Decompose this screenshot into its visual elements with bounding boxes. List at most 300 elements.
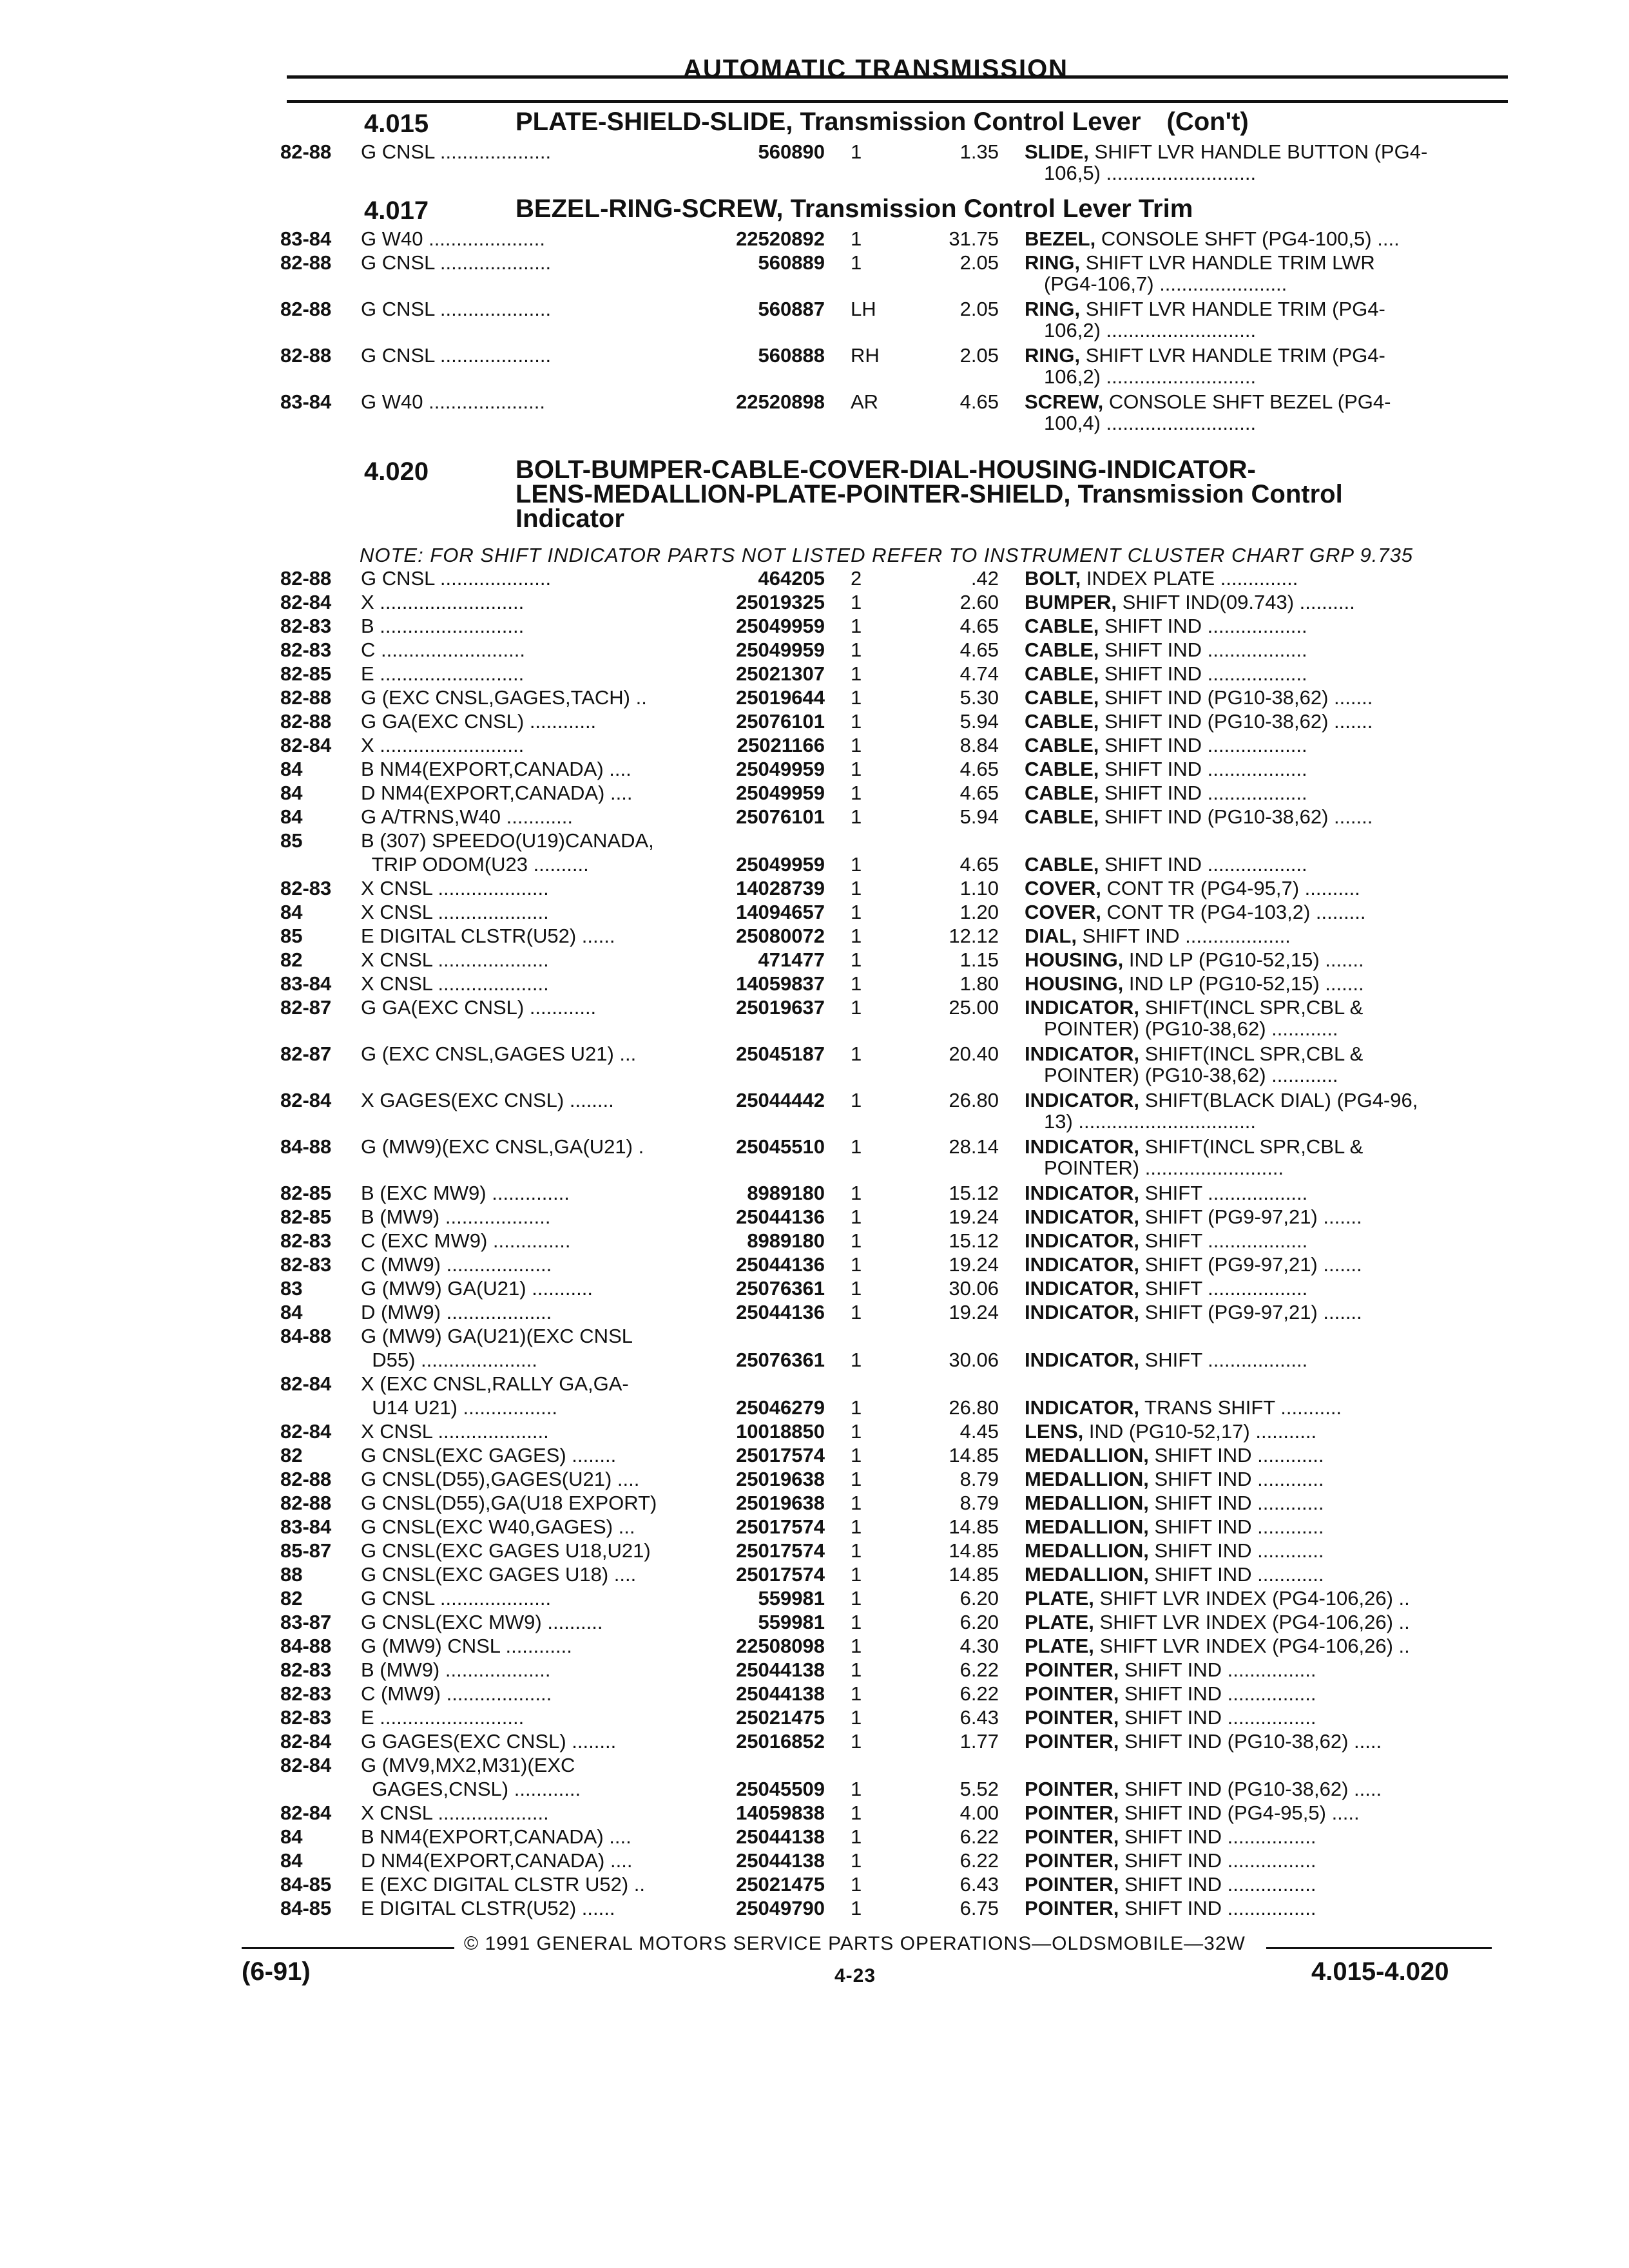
part-number: 25049959 [736,782,825,804]
model-years: 85 [280,829,303,852]
model-years: 82-88 [280,344,332,367]
part-row [0,1182,1629,1205]
price: 14.85 [949,1444,999,1466]
application: E DIGITAL CLSTR(U52) ...... [361,925,615,947]
application: G CNSL .................... [361,567,552,590]
model-years: 82-84 [280,1372,332,1395]
description-noun: COVER, [1025,877,1101,899]
description-noun: INDICATOR, [1025,1043,1139,1065]
description-noun: CABLE, [1025,639,1099,661]
description [1025,782,1495,805]
model-years: 84 [280,782,303,804]
application: X .......................... [361,734,525,756]
part-number: 25016852 [736,1730,825,1753]
part-number: 25049959 [736,853,825,876]
section-title-line1: BOLT-BUMPER-CABLE-COVER-DIAL-HOUSING-INDICATOR- [516,456,1256,484]
quantity: 2 [851,567,862,590]
part-number: 25080072 [736,925,825,947]
price: 30.06 [949,1349,999,1371]
description [1025,758,1495,781]
quantity: 1 [851,1089,862,1111]
description-text: SHIFT LVR INDEX (PG4-106,26) .. [1094,1611,1410,1633]
price: 1.77 [959,1730,999,1753]
application: X (EXC CNSL,RALLY GA,GA- [361,1372,629,1395]
quantity: 1 [851,1444,862,1466]
footer-range: 4.015-4.020 [1311,1957,1449,1986]
part-row [0,686,1629,709]
part-number: 25019325 [736,591,825,613]
quantity: 1 [851,1043,862,1065]
part-row [0,1825,1629,1849]
part-number: 22520892 [736,227,825,250]
price: 14.85 [949,1563,999,1586]
description-noun: POINTER, [1025,1802,1119,1824]
price: 2.05 [959,344,999,367]
quantity: 1 [851,901,862,923]
model-years: 82-85 [280,662,332,685]
application: B .......................... [361,615,525,637]
application: B NM4(EXPORT,CANADA) .... [361,758,631,780]
price: 4.65 [959,639,999,661]
section-title-line1: PLATE-SHIELD-SLIDE, Transmission Control Lever [516,108,1141,136]
section-title [516,197,1193,221]
description-text: SHIFT IND (PG10-38,62) ....... [1099,686,1373,709]
part-number: 25045187 [736,1043,825,1065]
model-years: 82-88 [280,686,332,709]
description [1025,567,1495,590]
model-years: 83-84 [280,972,332,995]
part-row [0,251,1629,295]
quantity: 1 [851,1539,862,1562]
part-row [0,925,1629,948]
description [1025,1444,1495,1467]
description-noun: CABLE, [1025,805,1099,828]
part-number: 25044136 [736,1301,825,1323]
description [1025,1253,1495,1276]
model-years: 82-84 [280,1802,332,1824]
description-text: SHIFT LVR INDEX (PG4-106,26) .. [1094,1635,1410,1657]
description [1025,901,1495,924]
description-cont: 106,2) ........................... [1044,365,1257,388]
description-text: SHIFT .................. [1139,1277,1308,1300]
quantity: 1 [851,1420,862,1443]
description-text: SHIFT IND ............ [1148,1539,1324,1562]
price: 26.80 [949,1089,999,1111]
description [1025,1182,1495,1205]
part-number: 25076101 [736,710,825,733]
quantity: 1 [851,805,862,828]
page-header: AUTOMATIC TRANSMISSION [683,55,1069,83]
price: 15.12 [949,1229,999,1252]
description-text: SHIFT IND ............ [1148,1444,1324,1466]
application-cont: TRIP ODOM(U23 .......... [361,853,589,876]
description-cont: 100,4) ........................... [1044,412,1257,434]
description-noun: RING, [1025,344,1081,367]
application: G CNSL .................... [361,298,552,320]
part-row [0,972,1629,995]
quantity: 1 [851,1301,862,1323]
application: G CNSL(EXC GAGES U18,U21) [361,1539,651,1562]
part-number: 25044136 [736,1206,825,1228]
application: C .......................... [361,639,525,661]
part-row [0,615,1629,638]
description [1025,1802,1495,1825]
quantity: 1 [851,1778,862,1800]
model-years: 82-87 [280,996,332,1019]
price: 4.65 [959,615,999,637]
application: C (EXC MW9) .............. [361,1229,571,1252]
quantity: 1 [851,1730,862,1753]
description-text: SHIFT IND ............ [1148,1515,1324,1538]
model-years: 82-84 [280,591,332,613]
description-noun: INDICATOR, [1025,1349,1139,1371]
description [1025,1682,1495,1706]
description [1025,591,1495,614]
description-text: SHIFT (PG9-97,21) ....... [1139,1206,1362,1228]
description-noun: CABLE, [1025,734,1099,756]
description-noun: POINTER, [1025,1658,1119,1681]
part-row [0,1135,1629,1179]
quantity: 1 [851,615,862,637]
description-text: SHIFT IND(09.743) .......... [1116,591,1355,613]
price: 8.79 [959,1492,999,1514]
part-number: 25019638 [736,1492,825,1514]
description-cont: 106,2) ........................... [1044,319,1257,341]
description [1025,662,1495,686]
model-years: 82-83 [280,1658,332,1681]
description-text: SHIFT IND .................. [1099,782,1307,804]
description [1025,877,1495,900]
price: 8.79 [959,1468,999,1490]
section-title-line2: LENS-MEDALLION-PLATE-POINTER-SHIELD, Transmission Control [516,480,1343,508]
quantity: 1 [851,1587,862,1610]
part-number: 25044136 [736,1253,825,1276]
description-text: SHIFT (PG9-97,21) ....... [1139,1301,1362,1323]
description [1025,1206,1495,1229]
description-text: SHIFT IND ................ [1119,1658,1316,1681]
part-row [0,1706,1629,1729]
description-text: SHIFT IND ................ [1119,1849,1316,1872]
part-row [0,710,1629,733]
model-years: 82-88 [280,251,332,274]
footer-date: (6-91) [242,1957,311,1986]
description-text: SHIFT .................. [1139,1182,1308,1204]
description [1025,1611,1495,1634]
part-number: 25044442 [736,1089,825,1111]
quantity: AR [851,390,879,413]
description-text: SHIFT .................. [1139,1349,1308,1371]
quantity: 1 [851,1253,862,1276]
description-noun: INDICATOR, [1025,996,1139,1019]
price: 4.00 [959,1802,999,1824]
model-years: 84 [280,1825,303,1848]
description [1025,1539,1495,1562]
description [1025,251,1495,274]
description-cont: POINTER) (PG10-38,62) ............ [1044,1064,1338,1086]
price: 8.84 [959,734,999,756]
description-text: SHIFT IND (PG10-38,62) ..... [1119,1778,1382,1800]
model-years: 83-87 [280,1611,332,1633]
description [1025,639,1495,662]
application: B (MW9) ................... [361,1658,551,1681]
part-number: 25021475 [736,1706,825,1729]
price: 6.43 [959,1706,999,1729]
model-years: 84-88 [280,1635,332,1657]
price: .42 [970,567,999,590]
part-row [0,298,1629,341]
description-noun: MEDALLION, [1025,1563,1149,1586]
section-title [516,110,1249,134]
description-noun: POINTER, [1025,1897,1119,1919]
quantity: 1 [851,972,862,995]
description-noun: CABLE, [1025,615,1099,637]
part-row [0,782,1629,805]
quantity: 1 [851,734,862,756]
price: 6.22 [959,1658,999,1681]
part-row [0,1444,1629,1467]
description-text: SHIFT IND ................ [1119,1873,1316,1896]
part-number: 560888 [758,344,825,367]
part-number: 25017574 [736,1539,825,1562]
part-row [0,1468,1629,1491]
description-noun: HOUSING, [1025,972,1124,995]
application: X CNSL .................... [361,972,549,995]
application: D (MW9) ................... [361,1301,552,1323]
price: 5.52 [959,1778,999,1800]
quantity: 1 [851,591,862,613]
part-number: 25017574 [736,1515,825,1538]
description-text: SHIFT .................. [1139,1229,1308,1252]
part-row [0,1802,1629,1825]
price: 25.00 [949,996,999,1019]
model-years: 82-88 [280,710,332,733]
price: 4.65 [959,853,999,876]
quantity: 1 [851,1825,862,1848]
description-noun: POINTER, [1025,1778,1119,1800]
description-noun: MEDALLION, [1025,1444,1149,1466]
description [1025,1349,1495,1372]
part-row [0,1206,1629,1229]
part-number: 559981 [758,1611,825,1633]
description-text: SHIFT IND (PG4-95,5) ..... [1119,1802,1360,1824]
model-years: 82-85 [280,1206,332,1228]
application-cont: U14 U21) ................. [361,1396,557,1419]
part-number: 25019637 [736,996,825,1019]
part-number: 25045509 [736,1778,825,1800]
model-years: 83-84 [280,227,332,250]
section-title-suffix: (Con't) [1166,108,1249,136]
application: G (MW9) GA(U21)(EXC CNSL [361,1325,633,1347]
price: 2.05 [959,298,999,320]
price: 30.06 [949,1277,999,1300]
quantity: 1 [851,662,862,685]
part-row [0,996,1629,1040]
description [1025,805,1495,829]
quantity: 1 [851,1468,862,1490]
quantity: 1 [851,948,862,971]
application: G (EXC CNSL,GAGES,TACH) .. [361,686,647,709]
part-row [0,1515,1629,1539]
application: E .......................... [361,662,525,685]
price: 5.30 [959,686,999,709]
price: 12.12 [949,925,999,947]
description-noun: CABLE, [1025,686,1099,709]
application: E .......................... [361,1706,525,1729]
part-row [0,758,1629,781]
application: G (MV9,MX2,M31)(EXC [361,1754,575,1776]
description [1025,344,1495,367]
description-noun: INDICATOR, [1025,1301,1139,1323]
description-noun: INDICATOR, [1025,1135,1139,1158]
application: G CNSL .................... [361,1587,552,1610]
description-noun: MEDALLION, [1025,1492,1149,1514]
description-text: CONSOLE SHFT (PG4-100,5) .... [1095,227,1400,250]
section-title-line1: BEZEL-RING-SCREW, Transmission Control Lever Trim [516,195,1193,223]
model-years: 83-84 [280,390,332,413]
quantity: 1 [851,782,862,804]
application: X CNSL .................... [361,877,549,899]
price: 5.94 [959,710,999,733]
description-noun: INDICATOR, [1025,1396,1139,1419]
part-row [0,1301,1629,1324]
application-cont: GAGES,CNSL) ............ [361,1778,581,1800]
part-row [0,1089,1629,1133]
description [1025,615,1495,638]
application: G CNSL .................... [361,344,552,367]
application: G CNSL(EXC W40,GAGES) ... [361,1515,635,1538]
footer-copyright: © 1991 GENERAL MOTORS SERVICE PARTS OPERATIONS—OLDSMOBILE—32W [464,1933,1246,1954]
quantity: 1 [851,1802,862,1824]
header-rule-bottom [287,100,1508,103]
description-noun: COVER, [1025,901,1101,923]
footer-page-number: 4-23 [834,1965,876,1986]
price: 1.10 [959,877,999,899]
part-row [0,1873,1629,1896]
part-number: 25049959 [736,758,825,780]
description-noun: DIAL, [1025,925,1077,947]
description-text: SHIFT LVR HANDLE TRIM LWR [1080,251,1375,274]
description-text: SHIFT IND .................. [1099,853,1307,876]
quantity: RH [851,344,880,367]
application: X CNSL .................... [361,1802,549,1824]
part-number: 25049959 [736,615,825,637]
description-text: CONSOLE SHFT BEZEL (PG4- [1103,390,1391,413]
price: 4.74 [959,662,999,685]
price: 6.22 [959,1682,999,1705]
application: D NM4(EXPORT,CANADA) .... [361,782,633,804]
price: 14.85 [949,1515,999,1538]
part-number: 25019638 [736,1468,825,1490]
application: G A/TRNS,W40 ............ [361,805,574,828]
description-text: IND LP (PG10-52,15) ....... [1123,972,1364,995]
model-years: 82-88 [280,1492,332,1514]
model-years: 82-83 [280,615,332,637]
part-row [0,1754,1629,1800]
quantity: 1 [851,1229,862,1252]
model-years: 84-85 [280,1873,332,1896]
quantity: 1 [851,1396,862,1419]
section-number: 4.017 [364,197,429,225]
section-number: 4.020 [364,457,429,486]
description [1025,390,1495,414]
model-years: 84 [280,1849,303,1872]
application: G W40 ..................... [361,227,545,250]
description-text: SHIFT IND ................ [1119,1825,1316,1848]
part-number: 8989180 [747,1229,825,1252]
description-text: SHIFT LVR HANDLE TRIM (PG4- [1080,298,1385,320]
description [1025,1229,1495,1253]
model-years: 85 [280,925,303,947]
quantity: 1 [851,251,862,274]
application: E DIGITAL CLSTR(U52) ...... [361,1897,615,1919]
part-row [0,734,1629,757]
quantity: 1 [851,710,862,733]
description-cont: POINTER) (PG10-38,62) ............ [1044,1017,1338,1040]
description-noun: PLATE, [1025,1611,1094,1633]
quantity: 1 [851,853,862,876]
description-text: SHIFT(BLACK DIAL) (PG4-96, [1139,1089,1418,1111]
model-years: 84 [280,805,303,828]
part-number: 25021166 [737,734,825,756]
part-row [0,1682,1629,1706]
part-number: 559981 [758,1587,825,1610]
application: B NM4(EXPORT,CANADA) .... [361,1825,631,1848]
description-noun: MEDALLION, [1025,1515,1149,1538]
part-number: 25049790 [736,1897,825,1919]
description-cont: (PG4-106,7) ....................... [1044,273,1287,295]
part-number: 14094657 [736,901,825,923]
part-number: 560889 [758,251,825,274]
part-row [0,1539,1629,1562]
description-noun: SLIDE, [1025,140,1089,163]
part-row [0,227,1629,251]
price: 4.65 [959,390,999,413]
part-number: 14059837 [736,972,825,995]
description-noun: MEDALLION, [1025,1468,1149,1490]
description-cont: 13) ................................ [1044,1110,1257,1133]
description [1025,1396,1495,1419]
description [1025,1825,1495,1849]
part-row [0,1587,1629,1610]
description [1025,710,1495,733]
description [1025,1563,1495,1586]
part-number: 14028739 [736,877,825,899]
part-number: 25076361 [736,1277,825,1300]
description [1025,1778,1495,1801]
description-text: CONT TR (PG4-103,2) ......... [1101,901,1366,923]
description [1025,1515,1495,1539]
price: 1.80 [959,972,999,995]
description-noun: INDICATOR, [1025,1182,1139,1204]
model-years: 85-87 [280,1539,332,1562]
description-noun: RING, [1025,298,1081,320]
description-noun: RING, [1025,251,1081,274]
part-row [0,1043,1629,1086]
part-number: 25044138 [736,1682,825,1705]
part-row [0,877,1629,900]
model-years: 82-84 [280,1089,332,1111]
part-row [0,662,1629,686]
description-noun: POINTER, [1025,1706,1119,1729]
description-noun: INDICATOR, [1025,1277,1139,1300]
model-years: 82-88 [280,140,332,163]
quantity: 1 [851,1897,862,1919]
description-noun: SCREW, [1025,390,1104,413]
part-number: 25044138 [736,1825,825,1848]
quantity: LH [851,298,876,320]
price: 1.15 [959,948,999,971]
quantity: 1 [851,1658,862,1681]
